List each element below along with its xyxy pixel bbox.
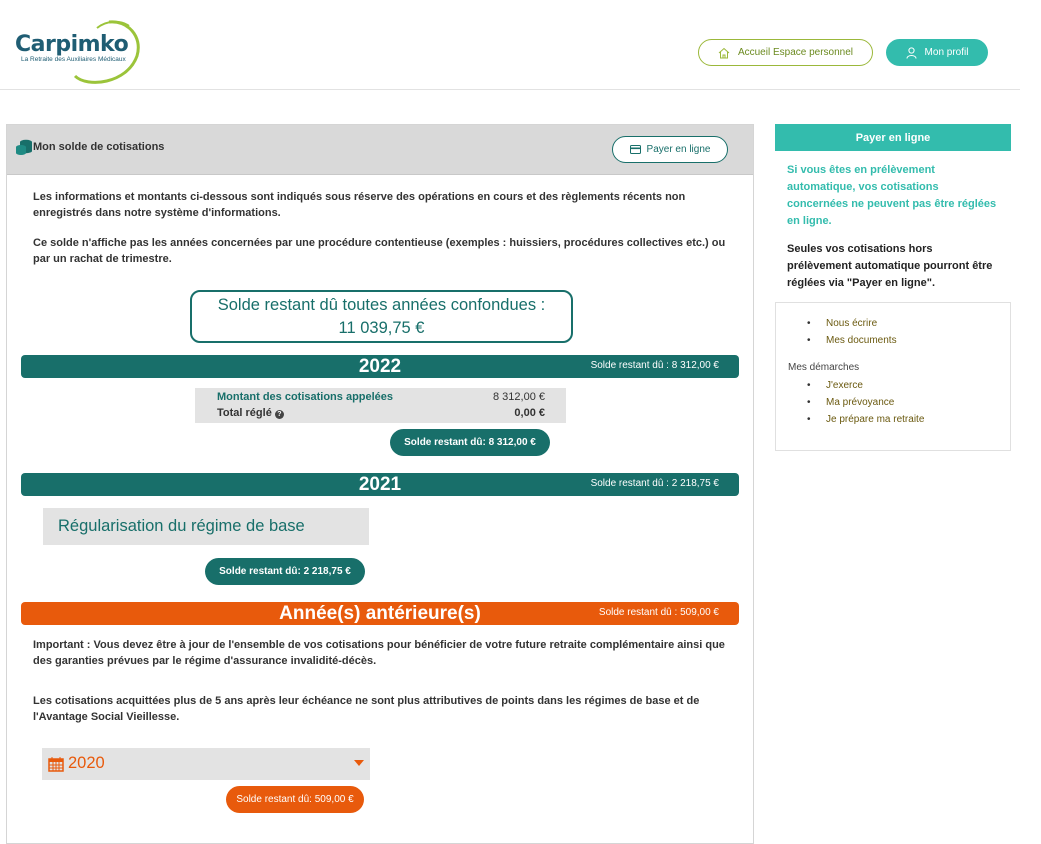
- year-remaining: Solde restant dû : 509,00 €: [598, 607, 719, 618]
- home-button[interactable]: [698, 39, 873, 66]
- logo-wordmark: Carpimko: [15, 32, 129, 57]
- help-icon[interactable]: ?: [275, 410, 284, 419]
- year-remaining: Solde restant dû : 2 218,75 €: [590, 478, 719, 489]
- points-note-text: Les cotisations acquittées plus de 5 ans après leur échéance ne sont plus attributives de points dans les régimes de base et de l'Avantage Social Vieillesse.: [33, 695, 700, 723]
- year-select[interactable]: [42, 748, 370, 780]
- balance-panel: [6, 124, 754, 844]
- sidebar-links: [775, 302, 1011, 451]
- total-balance-value: 11 039,75 €: [338, 319, 425, 337]
- table-row: [195, 388, 566, 404]
- year-bar-2022[interactable]: [21, 355, 739, 378]
- table-row: [195, 404, 566, 420]
- link-j-exerce[interactable]: • J'exerce: [776, 377, 924, 394]
- regularisation-item[interactable]: Régularisation du régime de base: [43, 508, 369, 545]
- chevron-down-icon: [354, 760, 364, 766]
- remaining-pill-previous: Solde restant dû: 509,00 €: [226, 786, 364, 813]
- previous-years-title: Année(s) antérieure(s): [279, 603, 481, 624]
- important-text: Important : Vous devez être à jour de l'ensemble de vos cotisations pour bénéficier de votre future retraite complémentaire ainsi que des garanties prévues par le régime d'assurance invalidité-décès.: [33, 639, 725, 667]
- info-exclusion-text: Ce solde n'affiche pas les années concernées par une procédure contentieuse (exemples : huissiers, procédures collectives etc.) ou par un rachat de trimestre.: [33, 237, 726, 265]
- direct-debit-info: Seules vos cotisations hors prélèvement automatique pourront être réglées via "Payer en ligne".: [787, 243, 993, 289]
- year-title: 2021: [358, 474, 402, 495]
- called-amount-label: Montant des cotisations appelées: [217, 391, 394, 403]
- link-mes-documents[interactable]: • Mes documents: [776, 332, 897, 349]
- panel-header: [7, 125, 753, 175]
- direct-debit-warning: Si vous êtes en prélèvement automatique, vos cotisations concernées ne peuvent pas être réglées en ligne.: [787, 164, 997, 227]
- total-balance-label: Solde restant dû toutes années confondues :: [217, 296, 546, 314]
- pay-online-label: Payer en ligne: [646, 144, 711, 155]
- remaining-pill-2022: Solde restant dû: 8 312,00 €: [390, 429, 550, 456]
- home-icon: [718, 47, 730, 59]
- year-bar-2021[interactable]: [21, 473, 739, 496]
- called-amount-value: 8 312,00 €: [493, 391, 545, 403]
- home-button-label: Accueil Espace personnel: [737, 47, 854, 58]
- link-je-prepare-ma-retraite[interactable]: • Je prépare ma retraite: [776, 411, 924, 428]
- link-ma-prevoyance[interactable]: • Ma prévoyance: [776, 394, 924, 411]
- total-paid-label: [217, 407, 284, 419]
- profile-button-label: Mon profil: [924, 47, 969, 58]
- info-reserve-text: Les informations et montants ci-dessous sont indiqués sous réserve des opérations en cours et des règlements récents non enregistrés dans notre système d'informations.: [33, 191, 686, 219]
- quick-links-list: [776, 315, 897, 349]
- calendar-icon: [48, 756, 64, 772]
- year-remaining: Solde restant dû : 8 312,00 €: [590, 360, 719, 371]
- site-header: [0, 0, 1020, 90]
- remaining-pill-2021: Solde restant dû: 2 218,75 €: [205, 558, 365, 585]
- year-title: 2022: [358, 356, 402, 377]
- year-bar-previous[interactable]: [21, 602, 739, 625]
- total-paid-text: Total réglé: [217, 407, 272, 419]
- contributions-table: [195, 388, 566, 423]
- carpimko-logo[interactable]: [15, 18, 145, 84]
- pay-online-button[interactable]: [612, 136, 728, 163]
- total-paid-value: 0,00 €: [514, 407, 545, 419]
- coins-icon: [15, 138, 33, 156]
- logo-tagline: La Retraite des Auxiliaires Médicaux: [21, 56, 126, 63]
- credit-card-icon: [630, 145, 641, 154]
- selected-year: 2020: [68, 754, 105, 772]
- total-balance-box: [190, 290, 573, 343]
- demarches-title: Mes démarches: [788, 362, 860, 373]
- user-icon: [906, 47, 917, 59]
- sidebar-pay-online-button[interactable]: Payer en ligne: [775, 124, 1011, 151]
- demarches-list: [776, 377, 924, 428]
- link-nous-ecrire[interactable]: • Nous écrire: [776, 315, 897, 332]
- panel-title: Mon solde de cotisations: [33, 141, 165, 153]
- profile-button[interactable]: [886, 39, 988, 66]
